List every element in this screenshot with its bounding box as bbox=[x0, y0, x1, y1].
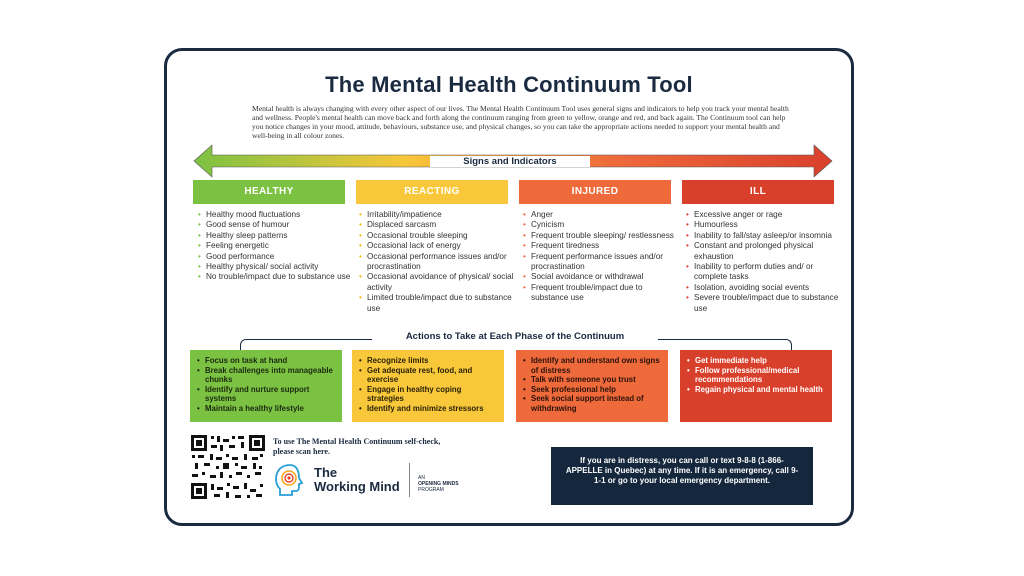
action-item: • Recognize limits bbox=[359, 356, 498, 366]
sign-item: • Irritability/impatience bbox=[359, 210, 515, 220]
crisis-info-box: If you are in distress, you can call or text 9-8-8 (1-866-APPELLE in Quebec) at any time. If it is an emergency, call 9-1-1 or go to your local emergency department. bbox=[551, 447, 813, 505]
sign-item: • Feeling energetic bbox=[198, 241, 354, 251]
sign-item: • Frequent tiredness bbox=[523, 241, 679, 251]
signs-label: Signs and Indicators bbox=[430, 156, 590, 167]
scan-instruction: To use The Mental Health Continuum self-check, please scan here. bbox=[273, 437, 441, 456]
sign-item: • Frequent trouble sleeping/ restlessness bbox=[523, 231, 679, 241]
qr-code-icon[interactable] bbox=[190, 434, 266, 500]
sign-item: • Cynicism bbox=[523, 220, 679, 230]
action-box-ill bbox=[680, 350, 832, 422]
logo-wordmark bbox=[314, 466, 400, 494]
action-box-reacting bbox=[352, 350, 504, 422]
sign-item: • Good performance bbox=[198, 252, 354, 262]
sign-item: • Inability to fall/stay asleep/or insomnia bbox=[686, 231, 842, 241]
sign-item: • Limited trouble/impact due to substance use bbox=[359, 293, 515, 314]
sign-item: • Occasional performance issues and/or procrastination bbox=[359, 252, 515, 273]
sign-item: • Occasional lack of energy bbox=[359, 241, 515, 251]
sign-item: • Displaced sarcasm bbox=[359, 220, 515, 230]
signs-list-reacting bbox=[359, 210, 515, 314]
logo-line-2: Working Mind bbox=[314, 479, 400, 494]
action-item: • Identify and understand own signs of distress bbox=[523, 356, 662, 375]
phase-header-reacting: REACTING bbox=[356, 180, 508, 204]
sign-item: • Healthy physical/ social activity bbox=[198, 262, 354, 272]
action-item: • Engage in healthy coping strategies bbox=[359, 385, 498, 404]
action-item: • Follow professional/medical recommendations bbox=[687, 366, 826, 385]
sign-item: • Frequent performance issues and/or procrastination bbox=[523, 252, 679, 273]
sign-item: • Humourless bbox=[686, 220, 842, 230]
logo-divider bbox=[409, 463, 410, 497]
action-item: • Focus on task at hand bbox=[197, 356, 336, 366]
intro-paragraph: Mental health is always changing with every other aspect of our lives. The Mental Health Continuum Tool uses general signs and indicators to help you track your mental health and wellness. People's mental health can move back and forth along the continuum ranging from green to yellow, orange and red, and back again. The Continuum tool can help you notice changes in your mood, attitude, behaviours, substance use, and physical changes, so you can take the appropriate actions needed to support your mental health and well-being in all colour zones. bbox=[252, 104, 789, 140]
action-item: • Get adequate rest, food, and exercise bbox=[359, 366, 498, 385]
sign-item: • Constant and prolonged physical exhaustion bbox=[686, 241, 842, 262]
phase-header-healthy: HEALTHY bbox=[193, 180, 345, 204]
page-title: The Mental Health Continuum Tool bbox=[325, 72, 693, 97]
sign-item: • Isolation, avoiding social events bbox=[686, 283, 842, 293]
signs-list-ill bbox=[686, 210, 842, 314]
program-line-3: PROGRAM bbox=[418, 487, 444, 493]
sign-item: • Social avoidance or withdrawal bbox=[523, 272, 679, 282]
action-item: • Identify and minimize stressors bbox=[359, 404, 498, 414]
sign-item: • Excessive anger or rage bbox=[686, 210, 842, 220]
action-item: • Get immediate help bbox=[687, 356, 826, 366]
action-box-injured bbox=[516, 350, 668, 422]
sign-item: • Occasional avoidance of physical/ social activity bbox=[359, 272, 515, 293]
action-item: • Regain physical and mental health bbox=[687, 385, 826, 395]
phase-header-injured: INJURED bbox=[519, 180, 671, 204]
sign-item: • Occasional trouble sleeping bbox=[359, 231, 515, 241]
phase-header-ill: ILL bbox=[682, 180, 834, 204]
action-item: • Break challenges into manageable chunks bbox=[197, 366, 336, 385]
sign-item: • Healthy mood fluctuations bbox=[198, 210, 354, 220]
program-tag bbox=[418, 475, 459, 493]
sign-item: • Inability to perform duties and/ or complete tasks bbox=[686, 262, 842, 283]
logo-line-1: The bbox=[314, 465, 338, 480]
sign-item: • Good sense of humour bbox=[198, 220, 354, 230]
sign-item: • Healthy sleep patterns bbox=[198, 231, 354, 241]
sign-item: • Frequent trouble/impact due to substance use bbox=[523, 283, 679, 304]
action-item: • Maintain a healthy lifestyle bbox=[197, 404, 336, 414]
signs-list-injured bbox=[523, 210, 679, 304]
program-line-1: AN bbox=[418, 475, 425, 481]
sign-item: • Severe trouble/impact due to substance use bbox=[686, 293, 842, 314]
action-item: • Talk with someone you trust bbox=[523, 375, 662, 385]
action-box-healthy bbox=[190, 350, 342, 422]
signs-list-healthy bbox=[198, 210, 354, 283]
action-item: • Identify and nurture support systems bbox=[197, 385, 336, 404]
sign-item: • No trouble/impact due to substance use bbox=[198, 272, 354, 282]
actions-label: Actions to Take at Each Phase of the Continuum bbox=[372, 331, 658, 342]
action-item: • Seek social support instead of withdrawing bbox=[523, 394, 662, 413]
program-line-2: OPENING MINDS bbox=[418, 481, 459, 487]
working-mind-head-icon bbox=[272, 462, 308, 498]
action-item: • Seek professional help bbox=[523, 385, 662, 395]
sign-item: • Anger bbox=[523, 210, 679, 220]
